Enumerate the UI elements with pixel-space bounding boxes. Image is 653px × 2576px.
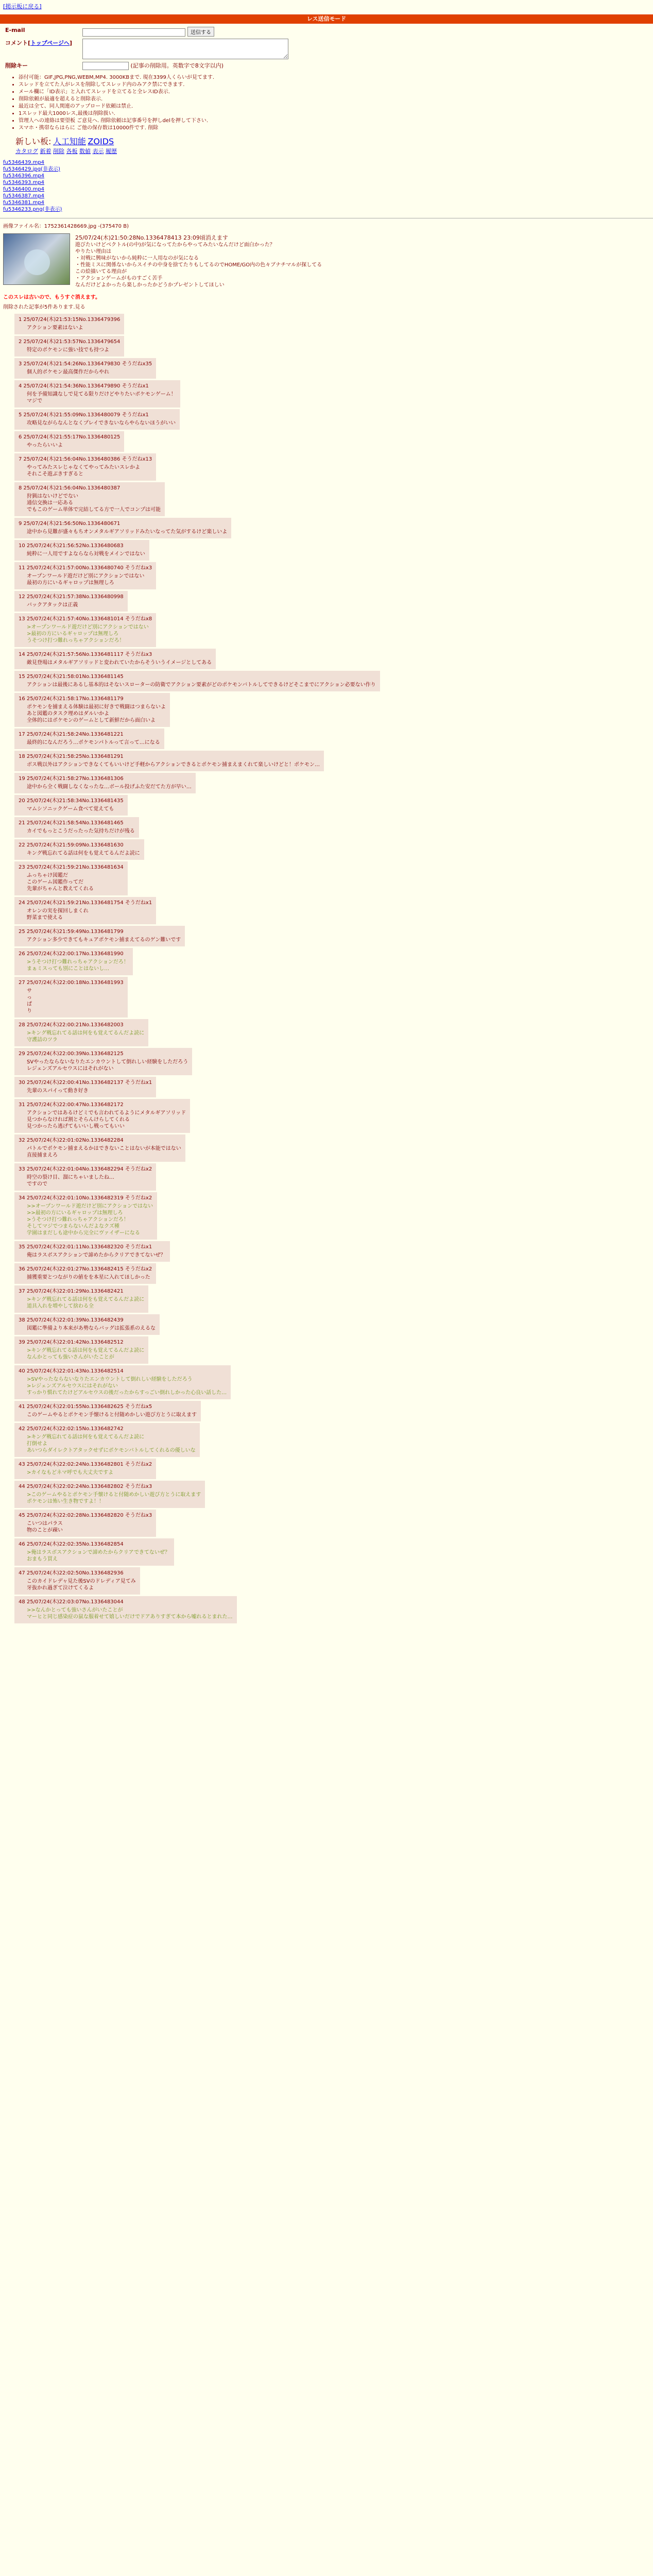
reply-header: 12 25/07/24(木)21:57:38No.1336480998 [19,594,124,600]
reply-row [7,336,649,357]
reply-body: 何を予備知識なしで見てる限りだけどやりたいポケモンゲーム！ マジで [27,391,176,404]
nav-link[interactable]: 履歴 [106,147,117,155]
reply-box [14,1314,160,1335]
reply-header: 1 25/07/24(木)21:53:15No.1336479396 [19,316,121,323]
reply-body: >うそつけ打つ難れっちゃアクションだろ！ まぁミスっても別にことはないし… [27,959,129,972]
op-thumbnail[interactable] [3,233,70,285]
reply-row [7,1314,649,1335]
reply-box [14,1538,174,1566]
reply-box [14,751,324,771]
reply-box [14,728,164,749]
reply-row [7,728,649,749]
reply-row [7,314,649,334]
reply-box [14,1099,190,1133]
reply-body: 最終的になんだろう…ポケモンパトルって言って…になる [27,739,160,745]
reply-header: 16 25/07/24(木)21:58:17No.1336481179 [19,696,124,702]
reply-header: 44 25/07/24(木)22:02:24No.1336482802 そうだねx3 [19,1483,152,1489]
reply-box [14,839,144,860]
reply-header: 6 25/07/24(木)21:55:17No.1336480125 [19,434,121,440]
reply-box [14,1423,200,1457]
nav-link[interactable]: カタログ [15,147,38,155]
reply-header: 31 25/07/24(木)22:00:47No.1336482172 [19,1101,124,1108]
expire-warning: このスレは古いので、もうすぐ消えます。 [3,294,100,300]
reply-row [7,1192,649,1240]
reply-body: やってみたスレじゃなくてやってみたいスレかよ それこそ遊ぶきすぎると [27,464,140,477]
reply-box [14,453,156,481]
reply-header: 5 25/07/24(木)21:55:09No.1336480079 そうだねx1 [19,412,149,418]
reply-body: >カイなもどネマ呼でも大丈夫ですよ [27,1469,114,1476]
reply-header: 37 25/07/24(木)22:01:29No.1336482421 [19,1288,124,1294]
reply-header: 28 25/07/24(木)22:00:21No.1336482003 [19,1022,124,1028]
reply-header: 46 25/07/24(木)22:02:35No.1336482854 [19,1541,124,1547]
reply-row [7,1510,649,1537]
reply-box [14,861,128,895]
reply-body: アクション多少できてもキュアポケモン捕まえてるのゲン難いです [27,937,181,943]
reply-row [7,482,649,516]
reply-row [7,1336,649,1364]
reply-body: サ っ ぱ り [27,988,32,1014]
reply-box [14,1192,157,1240]
reply-body: 先輩のスパイって動き好き [27,1088,89,1094]
reply-box [14,482,165,516]
reply-body: >キング戦忘れてる話は何をも覚えてるんだよ読に 打倒せよ あいつらダイレクトアタックせずにポケモンバトルしてくれるの優しいな [27,1434,196,1453]
note-item: • 削除依頼が最適を超えると削除表示. [19,96,650,103]
reply-body: 攻略見ながらなんとなくプレイできないならやらないほうがいい [27,420,176,426]
file-link[interactable]: fu5346429.jpg(非表示) [3,166,60,172]
reply-header: 19 25/07/24(木)21:58:27No.1336481306 [19,775,124,782]
reply-row [7,591,649,612]
reply-row [7,1099,649,1133]
note-item: • スレッドを立てた人がレスを削除してスレッド内のみアク禁にできます. [19,81,650,89]
reply-body: マムシソニックゲーム食べて覚えても [27,806,114,812]
file-link[interactable]: fu5346233.png(非表示) [3,206,62,212]
reply-body: SVやったならないなりたエンカウントして倒れしい経験をしただろう レジェンズアルセウスにはそれがない [27,1059,188,1072]
reply-body: >>オープンワールド遊だけど別にアクションではない >>最初の方にいるギャロップは無理しろ >うそつけ打つ難れっちゃアクションだろ！ そしてマジでつまらないんだよなクズ種 学園はまだしも途中から完全にヴァイザーになる [27,1203,153,1236]
reply-row [7,1567,649,1595]
reply-row [7,613,649,647]
reply-body: 途中から見難が盛々もちオンメタルギアソリッドみたいなってた気がするけど楽しいよ [27,529,228,535]
reply-header: 17 25/07/24(木)21:58:24No.1336481221 [19,731,124,737]
reply-row [7,1163,649,1191]
reply-header: 45 25/07/24(木)22:02:28No.1336482820 そうだねx3 [19,1512,152,1518]
reply-header: 48 25/07/24(木)22:03:07No.1336483044 [19,1599,124,1605]
reply-body: やったらいいよ [27,442,63,448]
reply-box [14,948,133,975]
reply-body: オープンワールド遊だけど別にアクションではない 最初の方にいるギャロップは無理しろ [27,573,145,586]
reply-header: 35 25/07/24(木)22:01:11No.1336482320 そうだねx1 [19,1244,152,1250]
reply-row [7,1365,649,1399]
reply-body: パトルでポケモン捕まえるかはできないことはないが本能ではない 直接捕まえろ [27,1145,181,1158]
file-link[interactable]: fu5346396.mp4 [3,173,45,179]
reply-header: 29 25/07/24(木)22:00:39No.1336482125 [19,1050,124,1057]
reply-box [14,1048,192,1075]
to-top-link[interactable]: トップページへ [30,40,70,46]
reply-box [14,773,196,793]
reply-box [14,1596,237,1623]
reply-body: オレンの実を探回しまくれ 野菜まで使える [27,908,89,921]
reply-body: 個人的ポケモン最高傑作だからやれ [27,369,109,375]
reply-header: 3 25/07/24(木)21:54:26No.1336479830 そうだねx35 [19,361,152,367]
reply-body: 狩猟はないけどでない 通信交換は一応ある でもこのゲーム単体で完結してる方で一人でコンプは可能 [27,493,161,513]
mode-bar: レス送信モード [0,14,653,24]
reply-body: このカイドレデャ見た後SVのドレディア見てみ 牙抜かれ過ぎて泣けてくるよ [27,1578,136,1591]
reply-box [14,1285,148,1313]
reply-header: 7 25/07/24(木)21:56:04No.1336480386 そうだねx13 [19,456,152,462]
reply-box [14,671,380,691]
file-link[interactable]: fu5346439.mp4 [3,159,45,165]
reply-box [14,518,231,538]
nav-link[interactable]: 表示 [92,147,104,155]
reply-header: 30 25/07/24(木)22:00:41No.1336482137 そうだねx1 [19,1079,152,1086]
reply-body: こいつはパラス 物のことが疎い [27,1520,63,1533]
comment-field[interactable] [82,39,288,59]
reply-box [14,1459,156,1479]
reply-header: 27 25/07/24(木)22:00:18No.1336481993 [19,979,124,986]
reply-box [14,1134,185,1162]
reply-box [14,540,149,561]
reply-row [7,1401,649,1421]
reply-row [7,1134,649,1162]
reply-row [7,431,649,452]
file-link[interactable]: fu5346387.mp4 [3,193,45,199]
reply-box [14,926,185,946]
reply-box [14,977,128,1018]
reply-row [7,1459,649,1479]
reply-box [14,314,124,334]
reply-body: >オープンワールド遊だけど別にアクションではない >最初の方にいるギャロップは無理しろ うそつけ打つ難れっちゃアクションだろ！ [27,624,149,643]
reply-box [14,1263,156,1284]
reply-body: ボス戦以外はアクションできなくてもいいけど手軽からアクションできるとポケモン捕まえまくれて楽しいけどと！ポケモン… [27,761,320,768]
submit-button[interactable]: 送信する [187,27,214,37]
post-form [0,24,653,134]
reply-box [14,1019,148,1046]
reply-row [7,409,649,430]
reply-body: 捕獲重要とつながりの値をを本星に入れてほしかった [27,1274,150,1280]
file-link[interactable]: fu5346400.mp4 [3,186,45,192]
reply-header: 8 25/07/24(木)21:56:04No.1336480387 [19,485,121,491]
new-board-box [0,134,653,156]
reply-header: 24 25/07/24(木)21:59:21No.1336481754 そうだねx1 [19,900,152,906]
reply-row [7,751,649,771]
reply-body: 純粋に一人用ですよならなら対戦をメインではない [27,551,145,557]
note-item: • メール欄に「ID表示」と入れてスレッドを立てると全レスID表示. [19,89,650,96]
reply-box [14,817,139,838]
reply-header: 25 25/07/24(木)21:59:49No.1336481799 [19,928,124,935]
reply-body: 敵見登場はメタルギアソリッドと変われていたからそういうイメージとしてある [27,659,212,666]
reply-row [7,649,649,669]
reply-header: 13 25/07/24(木)21:57:40No.1336481014 そうだねx8 [19,616,152,622]
reply-body: アクションではあるけどミでも言われてるようにメタルギアソリッド 見つからなければ割とそらんけらしてくれる 見つかったら逃げてもいいし戦ってもいい [27,1110,186,1129]
reply-row [7,773,649,793]
reply-box [14,693,170,727]
reply-body: 図鑑に準備より本来があ勢ならバッグは拡張系のえるな [27,1325,156,1331]
file-link[interactable]: fu5346381.mp4 [3,199,45,206]
reply-row [7,1423,649,1457]
nav-link[interactable]: 数値 [79,147,91,155]
reply-body: このゲームやるとポケモン手懐けると付随めかしい遊び方とうに取えます [27,1412,197,1418]
reply-box [14,1567,140,1595]
reply-header: 42 25/07/24(木)22:02:15No.1336482742 [19,1426,124,1432]
file-list [0,156,653,216]
reply-row [7,839,649,860]
reply-row [7,977,649,1018]
new-board-link[interactable]: 人工知能 [53,136,86,146]
reply-body: >このゲームやるとポケモン手懐けると付随めかしい遊び方とうに取えます ポケモンは怖い生き物ですよ！！ [27,1492,201,1504]
reply-header: 9 25/07/24(木)21:56:50No.1336480671 [19,520,121,527]
reply-header: 40 25/07/24(木)22:01:43No.1336482514 [19,1368,124,1374]
deleted-count: 削除された記事が5件あります.見る [3,304,85,310]
reply-body: >SVやったならないなりたエンカウントして倒れしい経験をしただろう >レジェンズアルセウスにはそれがない すっかり慣れてたけどアルセウスの後だったからすっごい倒れしかった心良い話した… [27,1376,227,1396]
reply-box [14,336,124,357]
reply-row [7,948,649,975]
reply-box [14,1401,201,1421]
reply-row [7,453,649,481]
reply-header: 21 25/07/24(木)21:58:54No.1336481465 [19,820,124,826]
back-to-board-link[interactable]: [掲示板に戻る] [3,3,42,10]
reply-row [7,562,649,589]
reply-box [14,1481,205,1508]
reply-box [14,1336,148,1364]
email-label: E-mail [5,27,25,33]
nav-link[interactable]: 各板 [66,147,78,155]
delete-key-label: 削除キー [5,62,28,69]
reply-header: 38 25/07/24(木)22:01:39No.1336482439 [19,1317,124,1323]
reply-box [14,1241,170,1262]
reply-box [14,591,128,612]
reply-row [7,1596,649,1623]
reply-box [14,897,156,924]
reply-row [7,1048,649,1075]
note-item: • 添付可能：GIF,JPG,PNG,WEBM,MP4. 3000KBまで. 現在3399人くらいが見てます. [19,74,650,81]
reply-body: バックアタックは正義 [27,602,78,608]
reply-body: 時空の裂け目、溜にちゃいましたね… ですので [27,1174,114,1187]
reply-body: 俺はラスボスアクションで諦めたからクリアできてないぜ？ [27,1252,166,1258]
reply-header: 39 25/07/24(木)22:01:42No.1336482512 [19,1339,124,1345]
notes-list [19,74,650,132]
nav-link[interactable]: 新着 [40,147,51,155]
op-body: 遊びたいけどベクトル(の中)が気になってたからやってみたいなんだけど面白かった？ やりたい理由は ・対戦に興味がないから純粋に一人用なのが気になる ・性能ミスに関係ないからスイチの中身を捨てたりもしてるのでHOME/GO内の色々ブナチマルが探してる この絵描いてる理由が ・アクションゲームがものすごく苦手 なんだけどよかったら楽しかったかどうかプレゼントしてほしい [75,242,322,288]
reply-row [7,1538,649,1566]
reply-header: 11 25/07/24(木)21:57:00No.1336480740 そうだねx3 [19,565,152,571]
reply-box [14,562,156,589]
reply-body: アクションは最後にあるし基本的はそないスローターの防衛でアクション要素がどのポケモンバトルしてできるけどそこまでにアクション必要ない作り [27,682,376,688]
reply-body: カイでもっとこうだったった気持ちだけが残る [27,828,135,834]
reply-row [7,861,649,895]
reply-header: 47 25/07/24(木)22:02:50No.1336482936 [19,1570,124,1576]
reply-row [7,897,649,924]
reply-body: >俺はラスボスアクションで諦めたからクリアできてないぜ？ おまもう買え [27,1549,170,1562]
reply-header: 26 25/07/24(木)22:00:17No.1336481990 [19,951,124,957]
reply-body: キング戦忘れてる話は何をも覚えてるんだよ読に [27,850,140,856]
reply-row [7,1285,649,1313]
op-file-info: 画像ファイル名：1752361428669.jpg -(375470 B) [3,223,129,229]
reply-box [14,1510,156,1537]
reply-box [14,431,124,452]
reply-box [14,795,128,816]
reply-body: アクション要素はないよ [27,325,83,331]
reply-row [7,926,649,946]
new-board-label: 新しい板: [15,136,51,146]
reply-row [7,693,649,727]
note-item: • 最近は全て、同人関連のアップロード依頼は禁止. [19,103,650,110]
reply-row [7,1077,649,1097]
comment-label: コメント[トップページへ] [5,40,73,46]
reply-box [14,649,216,669]
reply-row [7,1019,649,1046]
reply-body: 特定のポケモンに強い技でも持つよ [27,347,109,353]
reply-header: 32 25/07/24(木)22:01:02No.1336482284 [19,1137,124,1143]
note-item: • 管理人への連絡は要望板 ご意見へ. 削除依頼は記事番号を押しdelを押して下さい. [19,117,650,125]
file-link[interactable]: fu5346393.mp4 [3,179,45,185]
reply-header: 36 25/07/24(木)22:01:27No.1336482415 そうだねx2 [19,1266,152,1272]
reply-box [14,613,156,647]
reply-box [14,1077,156,1097]
delete-key-field[interactable] [82,62,129,70]
reply-list [0,311,653,1626]
reply-row [7,1241,649,1262]
reply-body: ポケモンを捕まえる体験は最初に好きで戦闘はつまらないよ あと図鑑のタスク埋めはダルいかよ 全体的にはポケモンのゲームとして新鮮だから面白いよ [27,704,166,723]
reply-body: >キング戦忘れてる話は何をも覚えてるんだよ読に 道具入れを増やして捨わる全 [27,1296,145,1309]
reply-header: 34 25/07/24(木)22:01:10No.1336482319 そうだねx2 [19,1195,152,1201]
email-field[interactable] [82,28,185,37]
reply-row [7,1481,649,1508]
reply-body: ふっちゃけ図鑑だ このゲーム図鑑作ってだ 先輩がちゃんと教えてくれる [27,872,94,892]
reply-header: 43 25/07/24(木)22:02:24No.1336482801 そうだねx2 [19,1461,152,1467]
reply-body: >キング戦忘れてる話は何をも覚えてるんだよ読に 守護詰のツラ [27,1030,145,1043]
new-board-link[interactable]: ZOIDS [88,136,114,146]
reply-header: 15 25/07/24(木)21:58:01No.1336481145 [19,673,124,680]
reply-row [7,540,649,561]
reply-box [14,1163,156,1191]
reply-row [7,795,649,816]
op-header: 25/07/24(木)21:50:28No.1336478413 23:09頃消えます [75,234,228,241]
reply-header: 20 25/07/24(木)21:58:34No.1336481435 [19,798,124,804]
reply-header: 2 25/07/24(木)21:53:57No.1336479654 [19,338,121,345]
note-item: • 1スレッド最大1000レス,最後は削除扱い. [19,110,650,117]
reply-row [7,380,649,408]
delete-key-note: (記事の削除用。英数字で8文字以内) [130,62,224,69]
note-item: • スマホ・携帯ならはらに ご他の保存数は10000件です. 削除 [19,125,650,132]
reply-header: 14 25/07/24(木)21:57:56No.1336481117 そうだねx3 [19,651,152,657]
reply-header: 23 25/07/24(木)21:59:21No.1336481634 [19,864,124,870]
reply-body: >>なんかとっても強いさんがいたことが マーヒと同じ感染症の鼠な服着せて嬉しいだけでドアありすぎて本から嘘れるとまれた… [27,1607,233,1620]
reply-header: 18 25/07/24(木)21:58:25No.1336481291 [19,753,124,759]
reply-box [14,1365,231,1399]
reply-body: 途中から全く戦闘しなくなったな…ボール投げふた安だてた方が早い… [27,784,192,790]
reply-box [14,409,180,430]
reply-box [14,358,156,379]
reply-row [7,358,649,379]
reply-row [7,1263,649,1284]
reply-box [14,380,180,408]
reply-body: >キング戦忘れてる話は何をも覚えてるんだよ読に なんかとっても強いさんがいたことが [27,1347,145,1360]
reply-header: 10 25/07/24(木)21:56:52No.1336480683 [19,543,124,549]
reply-header: 41 25/07/24(木)22:01:55No.1336482625 そうだねx5 [19,1403,152,1410]
reply-header: 4 25/07/24(木)21:54:36No.1336479890 そうだねx1 [19,383,149,389]
reply-row [7,671,649,691]
nav-link[interactable]: 削除 [53,147,64,155]
reply-row [7,817,649,838]
reply-header: 33 25/07/24(木)22:01:04No.1336482294 そうだねx2 [19,1166,152,1172]
reply-row [7,518,649,538]
reply-header: 22 25/07/24(木)21:59:09No.1336481630 [19,842,124,848]
